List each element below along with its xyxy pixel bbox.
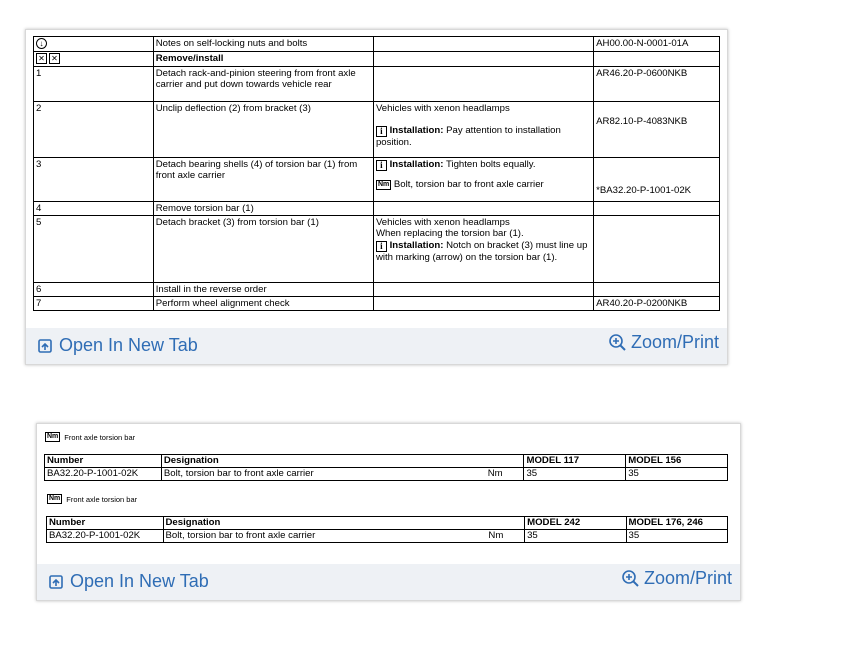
remove-icon: ✕ xyxy=(36,53,47,64)
step-cell: 6 xyxy=(34,283,154,297)
installation-note xyxy=(376,240,591,263)
step-cell: 4 xyxy=(34,202,154,216)
note-cell xyxy=(373,67,593,102)
note-cell xyxy=(373,37,593,52)
table-row xyxy=(34,52,720,67)
spec-value: 35 xyxy=(525,530,626,543)
open-new-tab-icon xyxy=(49,575,63,589)
zoom-print-button[interactable] xyxy=(621,568,732,589)
column-header: Designation xyxy=(161,455,485,468)
note-label: Installation: xyxy=(389,159,444,170)
desc-cell: Install in the reverse order xyxy=(153,283,373,297)
table-row xyxy=(34,216,720,283)
ref-cell xyxy=(594,202,720,216)
table-row xyxy=(34,67,720,102)
torque-nm-icon: Nm xyxy=(377,181,390,188)
desc-cell: Detach bracket (3) from torsion bar (1) xyxy=(153,216,373,283)
panel-footer xyxy=(26,328,727,364)
ref-link[interactable]: AR40.20-P-0200NKB xyxy=(594,297,720,311)
table-row xyxy=(34,37,720,52)
self-locking-note-icon: ↓ xyxy=(36,38,47,49)
table-row xyxy=(34,283,720,297)
table-row xyxy=(34,102,720,158)
ref-cell xyxy=(594,216,720,283)
table-header-row xyxy=(47,517,728,530)
torque-nm-icon: Nm xyxy=(49,495,61,502)
torque-spec-content xyxy=(44,430,728,566)
table-row xyxy=(34,297,720,311)
install-icon: ✕ xyxy=(49,53,60,64)
table-row xyxy=(45,468,728,481)
spec-number: BA32.20-P-1001-02K xyxy=(45,468,162,481)
torque-spec-panel xyxy=(36,423,741,601)
note-cell xyxy=(373,202,593,216)
column-header: MODEL 117 xyxy=(524,455,626,468)
spec-title-text: Front axle torsion bar xyxy=(66,494,138,504)
torque-nm-icon: Nm xyxy=(47,433,59,440)
ref-cell xyxy=(594,52,720,67)
note-cell xyxy=(373,297,593,311)
desc-cell: Unclip deflection (2) from bracket (3) xyxy=(153,102,373,158)
note-condition: Vehicles with xenon headlamps xyxy=(375,217,510,228)
installation-note xyxy=(376,159,591,171)
desc-cell: Remove torsion bar (1) xyxy=(153,202,373,216)
spec-value: 35 xyxy=(626,468,728,481)
step-cell xyxy=(34,52,154,67)
note-cell xyxy=(373,102,593,158)
spec-value: 35 xyxy=(626,530,727,543)
spec-title xyxy=(45,430,728,444)
step-cell: 1 xyxy=(34,67,154,102)
column-header xyxy=(486,455,524,468)
procedure-panel xyxy=(25,29,728,365)
spec-designation: Bolt, torsion bar to front axle carrier xyxy=(163,530,486,543)
ref-text[interactable]: AR82.10-P-4083NKB xyxy=(596,116,688,127)
spec-value: 35 xyxy=(524,468,626,481)
step-cell: 2 xyxy=(34,102,154,158)
column-header xyxy=(486,517,524,530)
note-cell xyxy=(373,158,593,202)
column-header: MODEL 156 xyxy=(626,455,728,468)
table-row xyxy=(34,202,720,216)
torque-note xyxy=(376,179,591,190)
spec-table-2 xyxy=(46,516,728,543)
ref-link[interactable]: AH00.00-N-0001-01A xyxy=(594,37,720,52)
zoom-print-button[interactable] xyxy=(608,332,719,353)
step-cell: 5 xyxy=(34,216,154,283)
procedure-table xyxy=(33,36,720,311)
ref-link[interactable] xyxy=(594,158,720,202)
spec-unit: Nm xyxy=(486,530,524,543)
info-icon: i xyxy=(376,241,387,252)
column-header: MODEL 176, 246 xyxy=(626,517,727,530)
zoom-icon xyxy=(621,569,641,589)
column-header: Designation xyxy=(163,517,486,530)
table-row xyxy=(34,158,720,202)
column-header: MODEL 242 xyxy=(525,517,626,530)
desc-cell: Remove/install xyxy=(153,52,373,67)
note-label: Installation: xyxy=(389,240,444,251)
spec-unit: Nm xyxy=(486,468,524,481)
column-header: Number xyxy=(47,517,164,530)
spec-title-text: Front axle torsion bar xyxy=(64,432,136,442)
table-header-row xyxy=(45,455,728,468)
step-cell: 7 xyxy=(34,297,154,311)
note-cell xyxy=(373,216,593,283)
ref-link[interactable] xyxy=(594,102,720,158)
open-in-new-tab-label[interactable]: Open In New Tab xyxy=(70,571,209,591)
open-new-tab-icon xyxy=(38,339,52,353)
step-cell xyxy=(34,37,154,52)
step-cell: 3 xyxy=(34,158,154,202)
open-in-new-tab-label[interactable]: Open In New Tab xyxy=(59,335,198,355)
note-label: Installation: xyxy=(389,125,444,136)
open-in-new-tab-button[interactable] xyxy=(38,335,198,356)
open-in-new-tab-button[interactable] xyxy=(49,571,209,592)
ref-cell xyxy=(594,283,720,297)
panel-footer xyxy=(37,564,740,600)
desc-cell: Perform wheel alignment check xyxy=(153,297,373,311)
procedure-content xyxy=(33,36,720,328)
zoom-icon xyxy=(608,333,628,353)
column-header: Number xyxy=(45,455,162,468)
desc-cell: Notes on self-locking nuts and bolts xyxy=(153,37,373,52)
spec-title xyxy=(47,492,728,506)
spec-designation: Bolt, torsion bar to front axle carrier xyxy=(161,468,485,481)
note-condition-2: When replacing the torsion bar (1). xyxy=(375,228,524,239)
note-cell xyxy=(373,283,593,297)
note-condition: Vehicles with xenon headlamps xyxy=(375,103,510,114)
desc-cell: Detach bearing shells (4) of torsion bar (1) from front axle carrier xyxy=(153,158,373,202)
ref-text[interactable]: *BA32.20-P-1001-02K xyxy=(596,185,692,196)
table-row xyxy=(47,530,728,543)
note-text: Pay attention to installation position. xyxy=(375,125,561,148)
ref-link[interactable]: AR46.20-P-0600NKB xyxy=(594,67,720,102)
desc-cell: Detach rack-and-pinion steering from front axle carrier and put down towards vehicle rear xyxy=(153,67,373,102)
info-icon: i xyxy=(376,126,387,137)
zoom-print-label[interactable]: Zoom/Print xyxy=(630,332,719,352)
note-text: Notch on bracket (3) must line up with marking (arrow) on the torsion bar (1). xyxy=(375,240,588,263)
spec-number: BA32.20-P-1001-02K xyxy=(47,530,164,543)
note-text: Tighten bolts equally. xyxy=(443,159,536,170)
spec-table-1 xyxy=(44,454,728,481)
torque-text: Bolt, torsion bar to front axle carrier xyxy=(393,179,544,190)
installation-note xyxy=(376,125,591,148)
note-cell xyxy=(373,52,593,67)
info-icon: i xyxy=(376,160,387,171)
zoom-print-label[interactable]: Zoom/Print xyxy=(643,568,732,588)
